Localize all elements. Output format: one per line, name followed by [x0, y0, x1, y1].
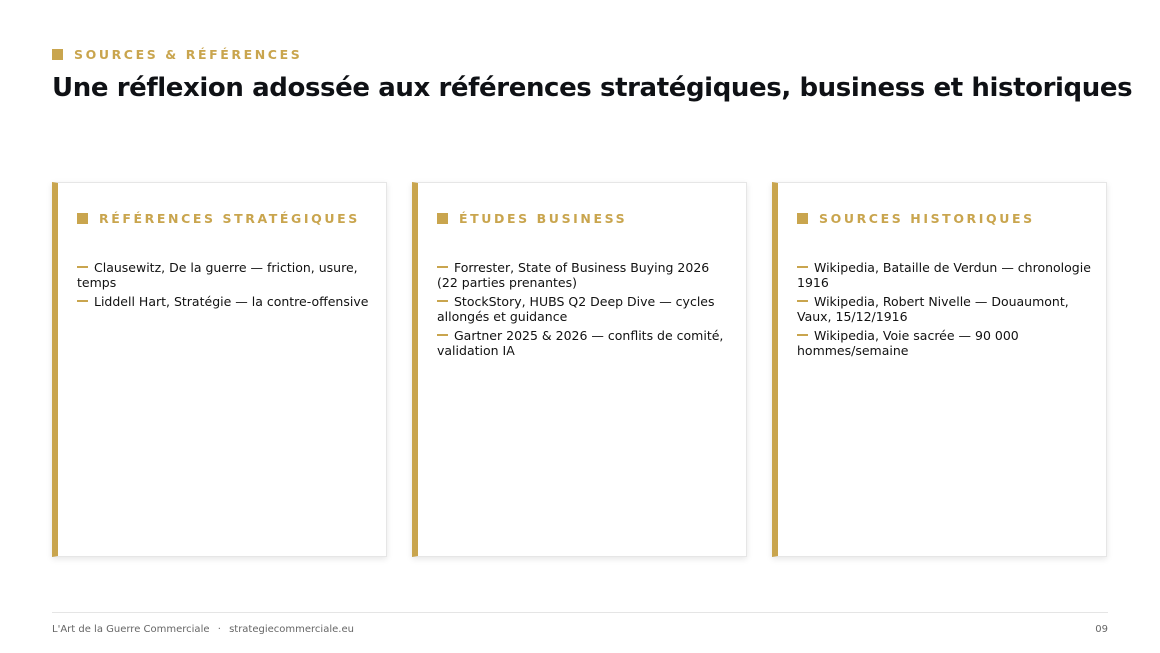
square-bullet-icon — [77, 213, 88, 224]
list-item: Wikipedia, Bataille de Verdun — chronologie 1916 — [797, 260, 1091, 290]
list-item: Clausewitz, De la guerre — friction, usure, temps — [77, 260, 358, 290]
card-header — [437, 211, 732, 226]
footer-brand — [52, 624, 354, 635]
kicker-label: SOURCES & RÉFÉRENCES — [74, 47, 303, 62]
reference-list — [437, 260, 732, 358]
footer-brand-name: L'Art de la Guerre Commerciale — [52, 624, 210, 635]
reference-list — [77, 260, 372, 309]
dash-icon — [77, 266, 88, 268]
card-title: ÉTUDES BUSINESS — [459, 211, 628, 226]
reference-list — [797, 260, 1092, 358]
dash-icon — [437, 300, 448, 302]
square-bullet-icon — [797, 213, 808, 224]
page-title: Une réflexion adossée aux références stratégiques, business et historiques — [52, 73, 1133, 103]
section-kicker — [52, 47, 302, 62]
card-title: SOURCES HISTORIQUES — [819, 211, 1035, 226]
card-historical-sources — [772, 182, 1107, 557]
list-item: Wikipedia, Robert Nivelle — Douaumont, Vaux, 15/12/1916 — [797, 294, 1069, 324]
list-item: Gartner 2025 & 2026 — conflits de comité, validation IA — [437, 328, 724, 358]
dash-icon — [437, 266, 448, 268]
dash-icon — [437, 334, 448, 336]
dash-icon — [77, 300, 88, 302]
card-header — [77, 211, 372, 226]
card-header — [797, 211, 1092, 226]
cards-row — [52, 182, 1108, 557]
card-business-studies — [412, 182, 747, 557]
footer-separator: · — [217, 624, 221, 635]
footer-divider — [52, 612, 1108, 613]
card-title: RÉFÉRENCES STRATÉGIQUES — [99, 211, 360, 226]
dash-icon — [797, 300, 808, 302]
list-item: Wikipedia, Voie sacrée — 90 000 hommes/semaine — [797, 328, 1019, 358]
footer-site: strategiecommerciale.eu — [229, 624, 354, 635]
list-item: Forrester, State of Business Buying 2026 (22 parties prenantes) — [437, 260, 710, 290]
list-item: Liddell Hart, Stratégie — la contre-offensive — [77, 294, 372, 309]
list-item: StockStory, HUBS Q2 Deep Dive — cycles allongés et guidance — [437, 294, 715, 324]
square-bullet-icon — [437, 213, 448, 224]
dash-icon — [797, 266, 808, 268]
card-strategic-references — [52, 182, 387, 557]
page-number: 09 — [1095, 624, 1108, 635]
dash-icon — [797, 334, 808, 336]
square-bullet-icon — [52, 49, 63, 60]
